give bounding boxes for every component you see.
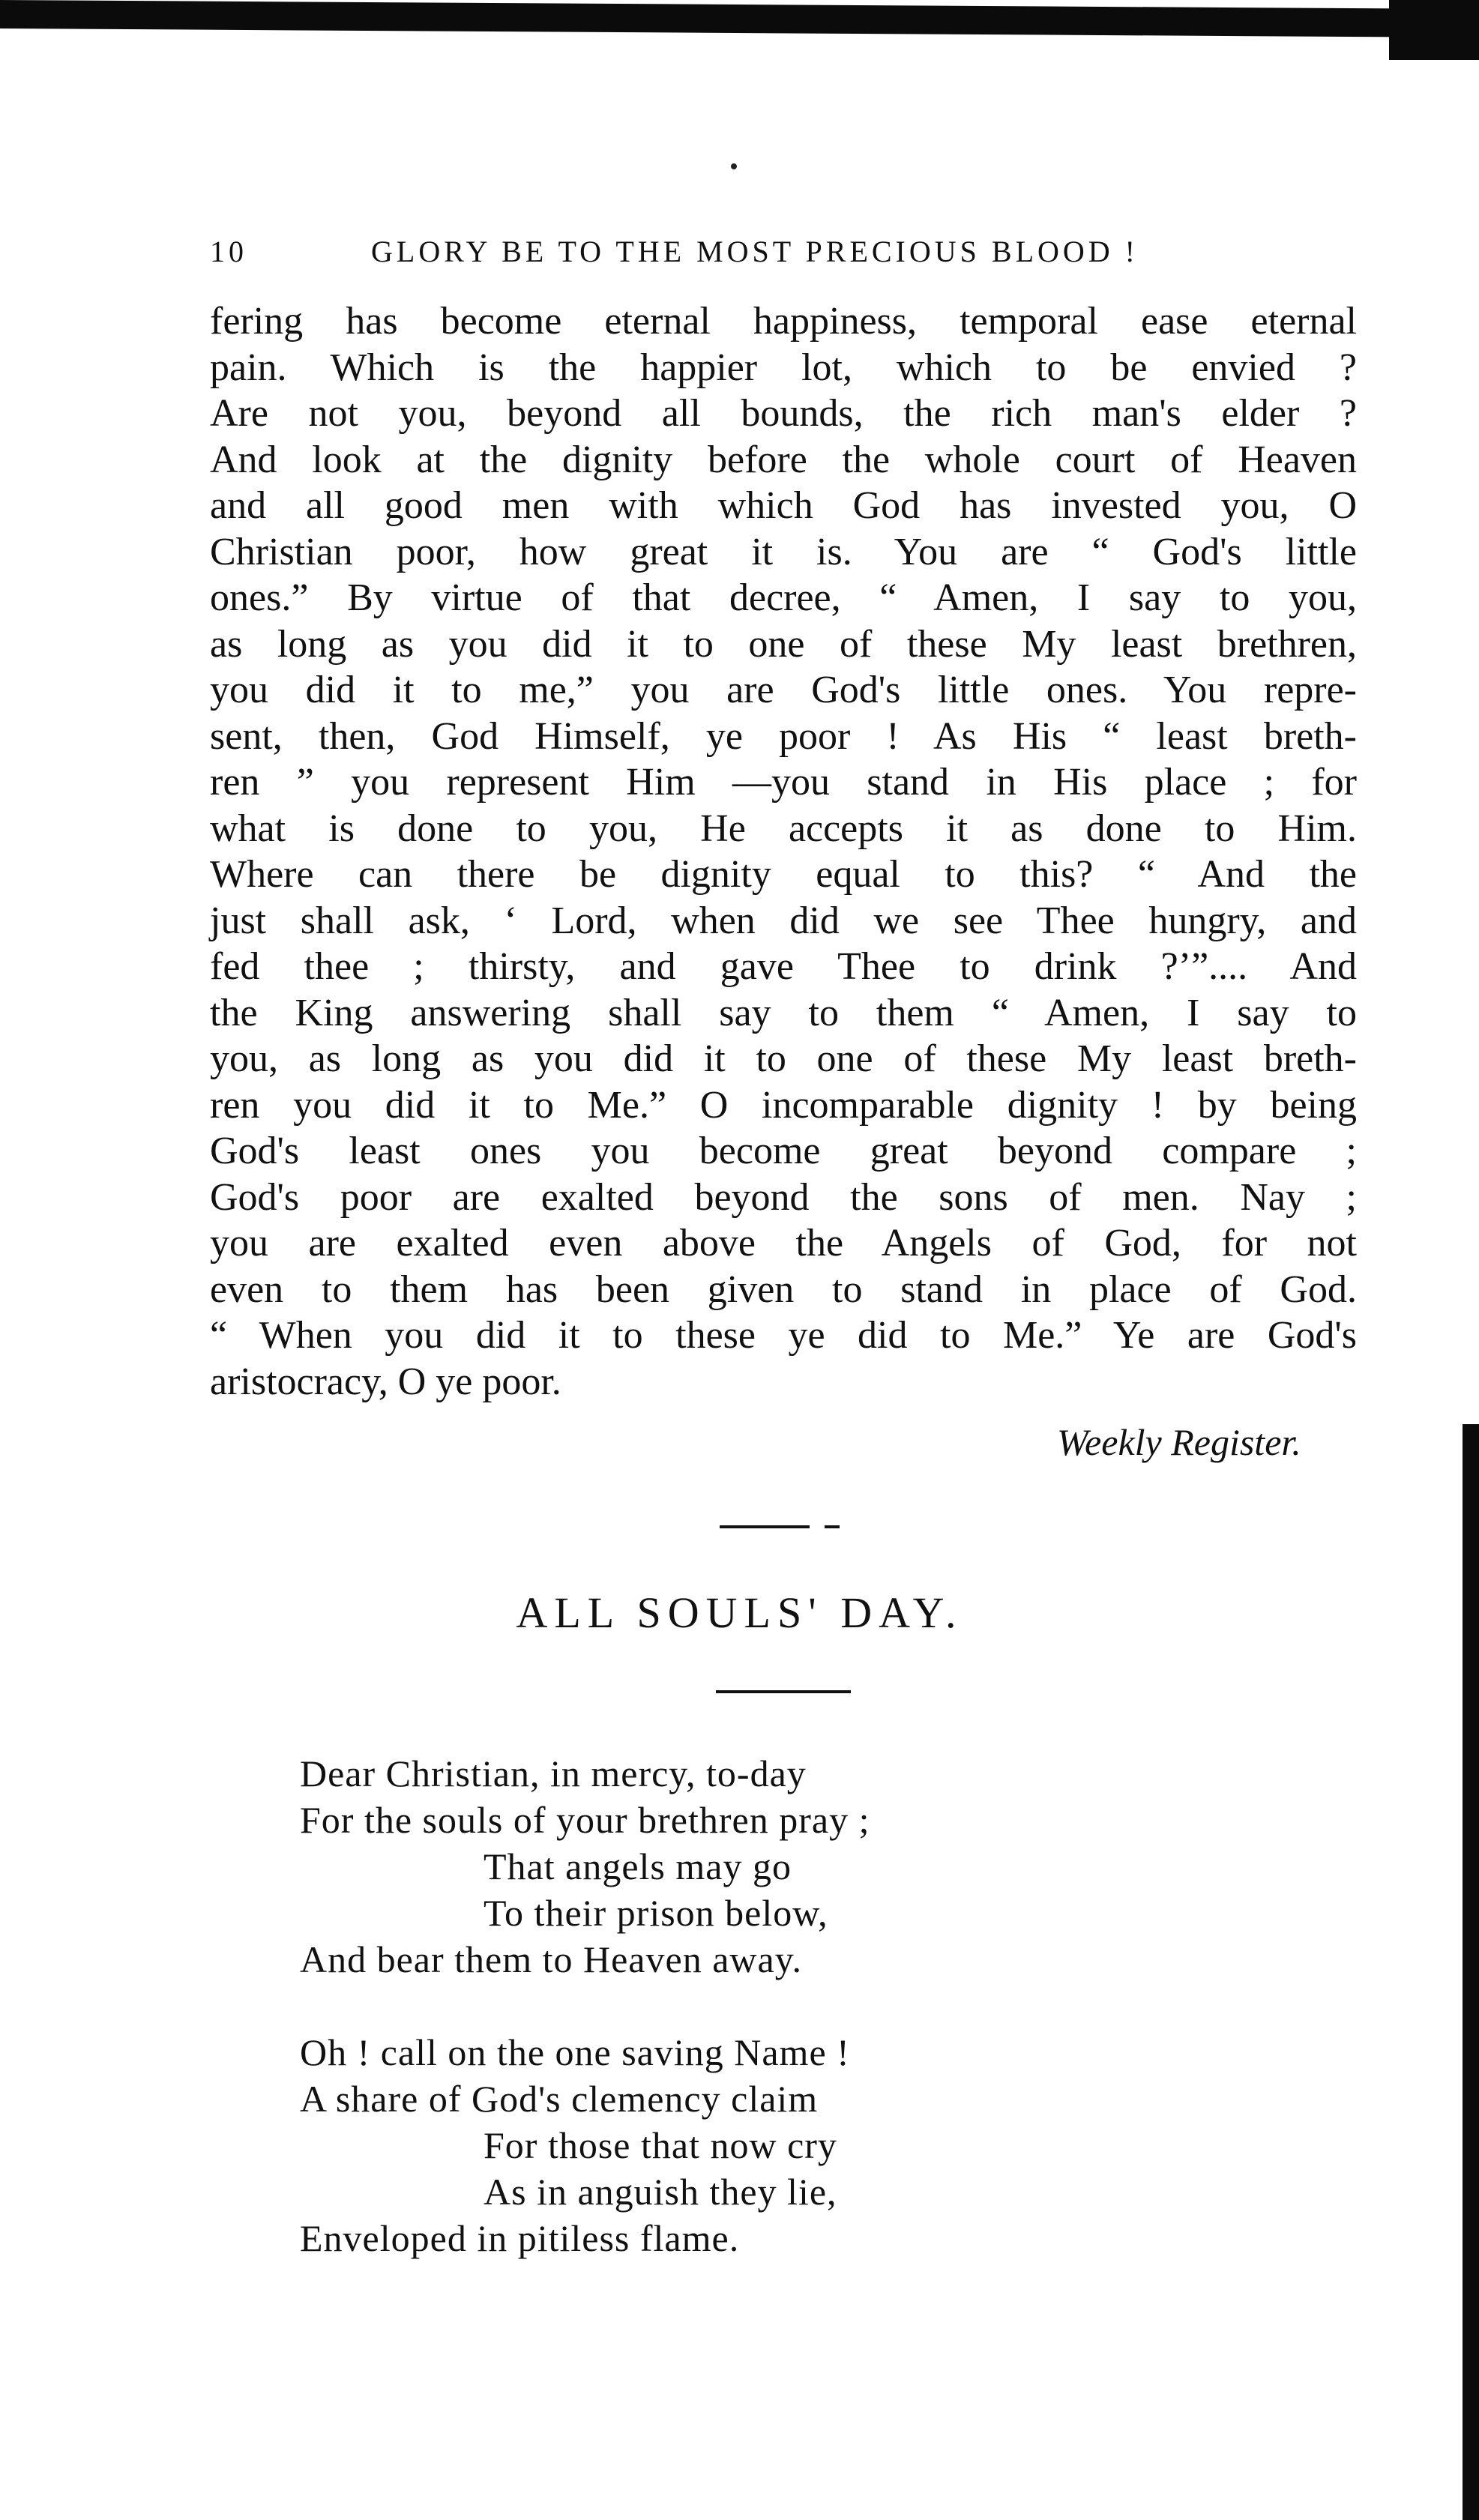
text-line: and all good men with which God has invested you, O — [210, 484, 1357, 527]
running-title: GLORY BE TO THE MOST PRECIOUS BLOOD ! — [371, 235, 1139, 268]
text-line: pain. Which is the happier lot, which to be envied ? — [210, 346, 1357, 389]
text-line: what is done to you, He accepts it as done to Him. — [210, 807, 1357, 850]
poem-line: That angels may go — [484, 1845, 792, 1887]
text-line: you, as long as you did it to one of these My least breth- — [210, 1037, 1357, 1080]
title-rule — [716, 1690, 851, 1693]
text-line: just shall ask, ‘ Lord, when did we see Thee hungry, and — [210, 899, 1357, 942]
source-attribution: Weekly Register. — [1057, 1421, 1301, 1463]
poem-line: Enveloped in pitiless flame. — [300, 2217, 740, 2259]
text-line: God's least ones you become great beyond compare ; — [210, 1130, 1357, 1172]
text-line: you are exalted even above the Angels of God, for not — [210, 1222, 1357, 1264]
text-line: fed thee ; thirsty, and gave Thee to drink ?’”.... And — [210, 945, 1357, 988]
scan-speck — [731, 163, 737, 169]
poem-line: Oh ! call on the one saving Name ! — [300, 2031, 850, 2073]
text-line: “ When you did it to these ye did to Me.” Ye are God's — [210, 1314, 1357, 1357]
text-line: sent, then, God Himself, ye poor ! As His “ least breth- — [210, 714, 1357, 758]
running-head — [210, 234, 1259, 279]
text-line: God's poor are exalted beyond the sons of men. Nay ; — [210, 1175, 1357, 1219]
poem-line: Dear Christian, in mercy, to-day — [300, 1752, 807, 1794]
text-line: fering has become eternal happiness, temporal ease eternal — [210, 300, 1357, 343]
poem-line: For the souls of your brethren pray ; — [300, 1799, 870, 1841]
section-title: ALL SOULS' DAY. — [516, 1588, 963, 1637]
page-number: 10 — [210, 235, 247, 268]
poem-stanza — [300, 2029, 1199, 2261]
poem-line: And bear them to Heaven away. — [300, 1938, 802, 1980]
poem-line: For those that now cry — [484, 2124, 837, 2166]
scan-border-top — [0, 0, 1479, 37]
section-divider-dash — [825, 1525, 840, 1528]
text-line: ren ” you represent Him —you stand in His place ; for — [210, 761, 1357, 804]
text-line: Are not you, beyond all bounds, the rich man's elder ? — [210, 392, 1357, 435]
body-paragraph — [210, 298, 1357, 1405]
text-line: Where can there be dignity equal to this? “ And the — [210, 853, 1357, 896]
section-divider — [720, 1525, 810, 1528]
text-line: even to them has been given to stand in place of God. — [210, 1267, 1357, 1311]
text-line: Christian poor, how great it is. You are “ God's little — [210, 530, 1357, 573]
text-line: ones.” By virtue of that decree, “ Amen, I say to you, — [210, 576, 1357, 619]
text-line: And look at the dignity before the whole court of Heaven — [210, 438, 1357, 481]
text-line: you did it to me,” you are God's little ones. You repre- — [210, 669, 1357, 711]
poem — [300, 1750, 1199, 2308]
scan-border-corner — [1389, 0, 1479, 60]
text-line: ren you did it to Me.” O incomparable dignity ! by being — [210, 1083, 1357, 1127]
poem-stanza — [300, 1750, 1199, 1983]
poem-line: As in anguish they lie, — [484, 2171, 837, 2213]
poem-line: A share of God's clemency claim — [300, 2078, 819, 2120]
poem-line: To their prison below, — [484, 1892, 828, 1934]
text-line: aristocracy, O ye poor. — [210, 1360, 561, 1403]
text-line: the King answering shall say to them “ Amen, I say to — [210, 991, 1357, 1034]
text-line: as long as you did it to one of these My least brethren, — [210, 622, 1357, 666]
